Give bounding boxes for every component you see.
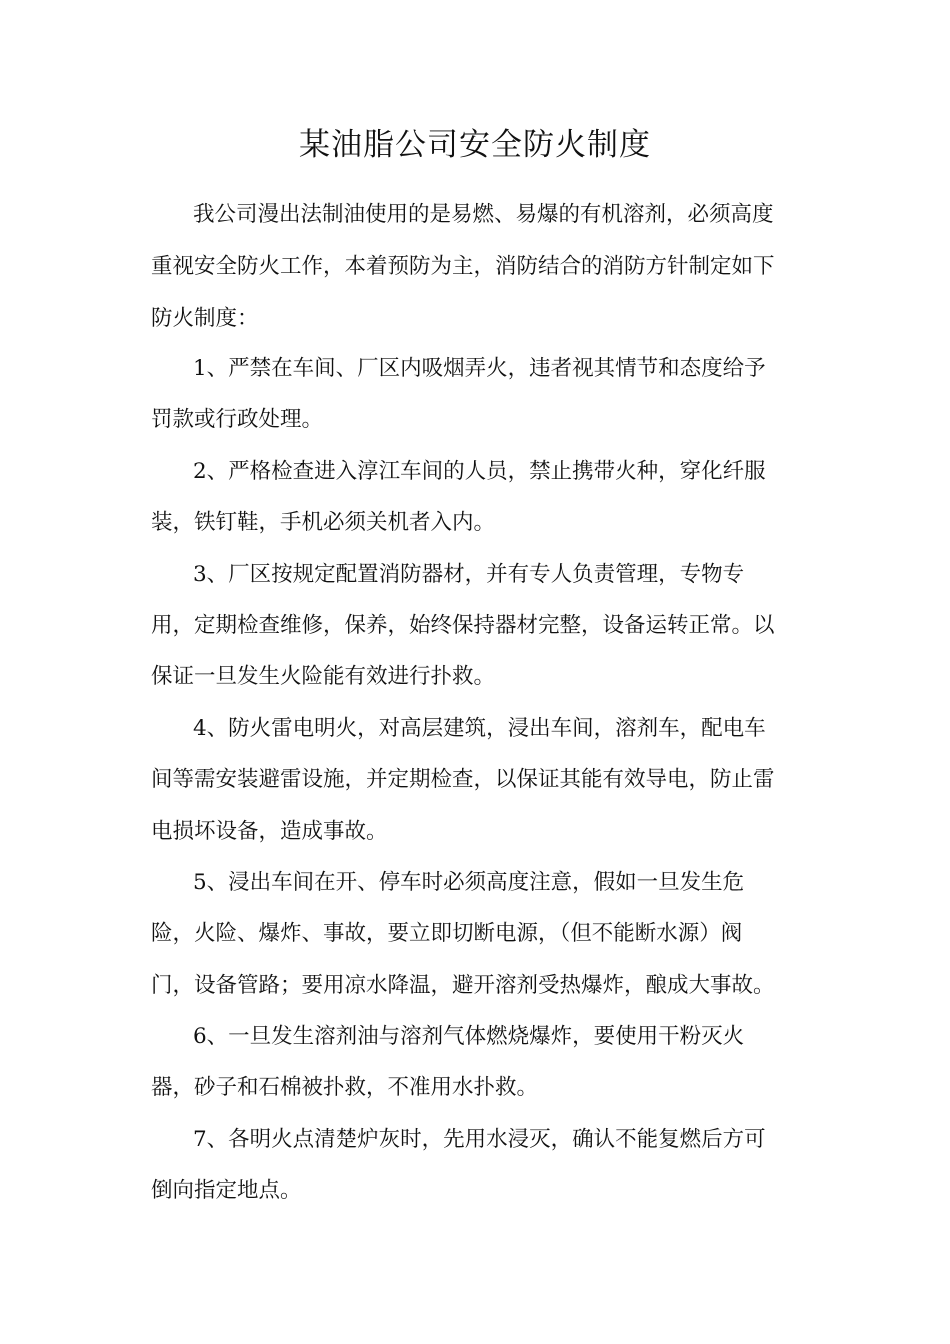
rule-5-line-1: 5、浸出车间在开、停车时必须高度注意，假如一旦发生危 — [193, 870, 745, 895]
rule-6-line-1: 6、一旦发生溶剂油与溶剂气体燃烧爆炸，要使用干粉灭火 — [193, 1024, 745, 1049]
rule-1-line-1: 1、严禁在车间、厂区内吸烟弄火，违者视其情节和态度给予 — [193, 356, 766, 381]
rule-2-line-2: 装，铁钉鞋，手机必须关机者入内。 — [151, 510, 496, 535]
rule-1-line-2: 罚款或行政处理。 — [151, 407, 324, 432]
rule-4-line-2: 间等需安装避雷设施，并定期检查，以保证其能有效导电，防止雷 — [151, 767, 775, 792]
document-title: 某油脂公司安全防火制度 — [299, 127, 651, 163]
rule-2-line-1: 2、严格检查进入淳江车间的人员，禁止携带火种，穿化纤服 — [193, 459, 766, 484]
rule-3-line-2: 用，定期检查维修，保养，始终保持器材完整，设备运转正常。以 — [151, 613, 775, 638]
rule-4-line-1: 4、防火雷电明火，对高层建筑，浸出车间，溶剂车，配电车 — [193, 716, 766, 741]
intro-line-2: 重视安全防火工作，本着预防为主，消防结合的消防方针制定如下 — [151, 254, 775, 279]
rule-4-line-3: 电损坏设备，造成事故。 — [151, 819, 388, 844]
rule-6-line-2: 器，砂子和石棉被扑救，不准用水扑救。 — [151, 1075, 539, 1100]
rule-5-line-3: 门，设备管路；要用凉水降温，避开溶剂受热爆炸，酿成大事故。 — [151, 973, 775, 998]
rule-3-line-1: 3、厂区按规定配置消防器材，并有专人负责管理，专物专 — [193, 562, 745, 587]
rule-3-line-3: 保证一旦发生火险能有效进行扑救。 — [151, 664, 496, 689]
rule-7-line-2: 倒向指定地点。 — [151, 1178, 302, 1203]
rule-5-line-2: 险，火险、爆炸、事故，要立即切断电源，（但不能断水源）阀 — [151, 921, 743, 946]
intro-line-1: 我公司漫出法制油使用的是易燃、易爆的有机溶剂，必须高度 — [193, 202, 774, 227]
intro-line-3: 防火制度： — [151, 306, 259, 331]
rule-7-line-1: 7、各明火点清楚炉灰时，先用水浸灭，确认不能复燃后方可 — [193, 1127, 766, 1152]
